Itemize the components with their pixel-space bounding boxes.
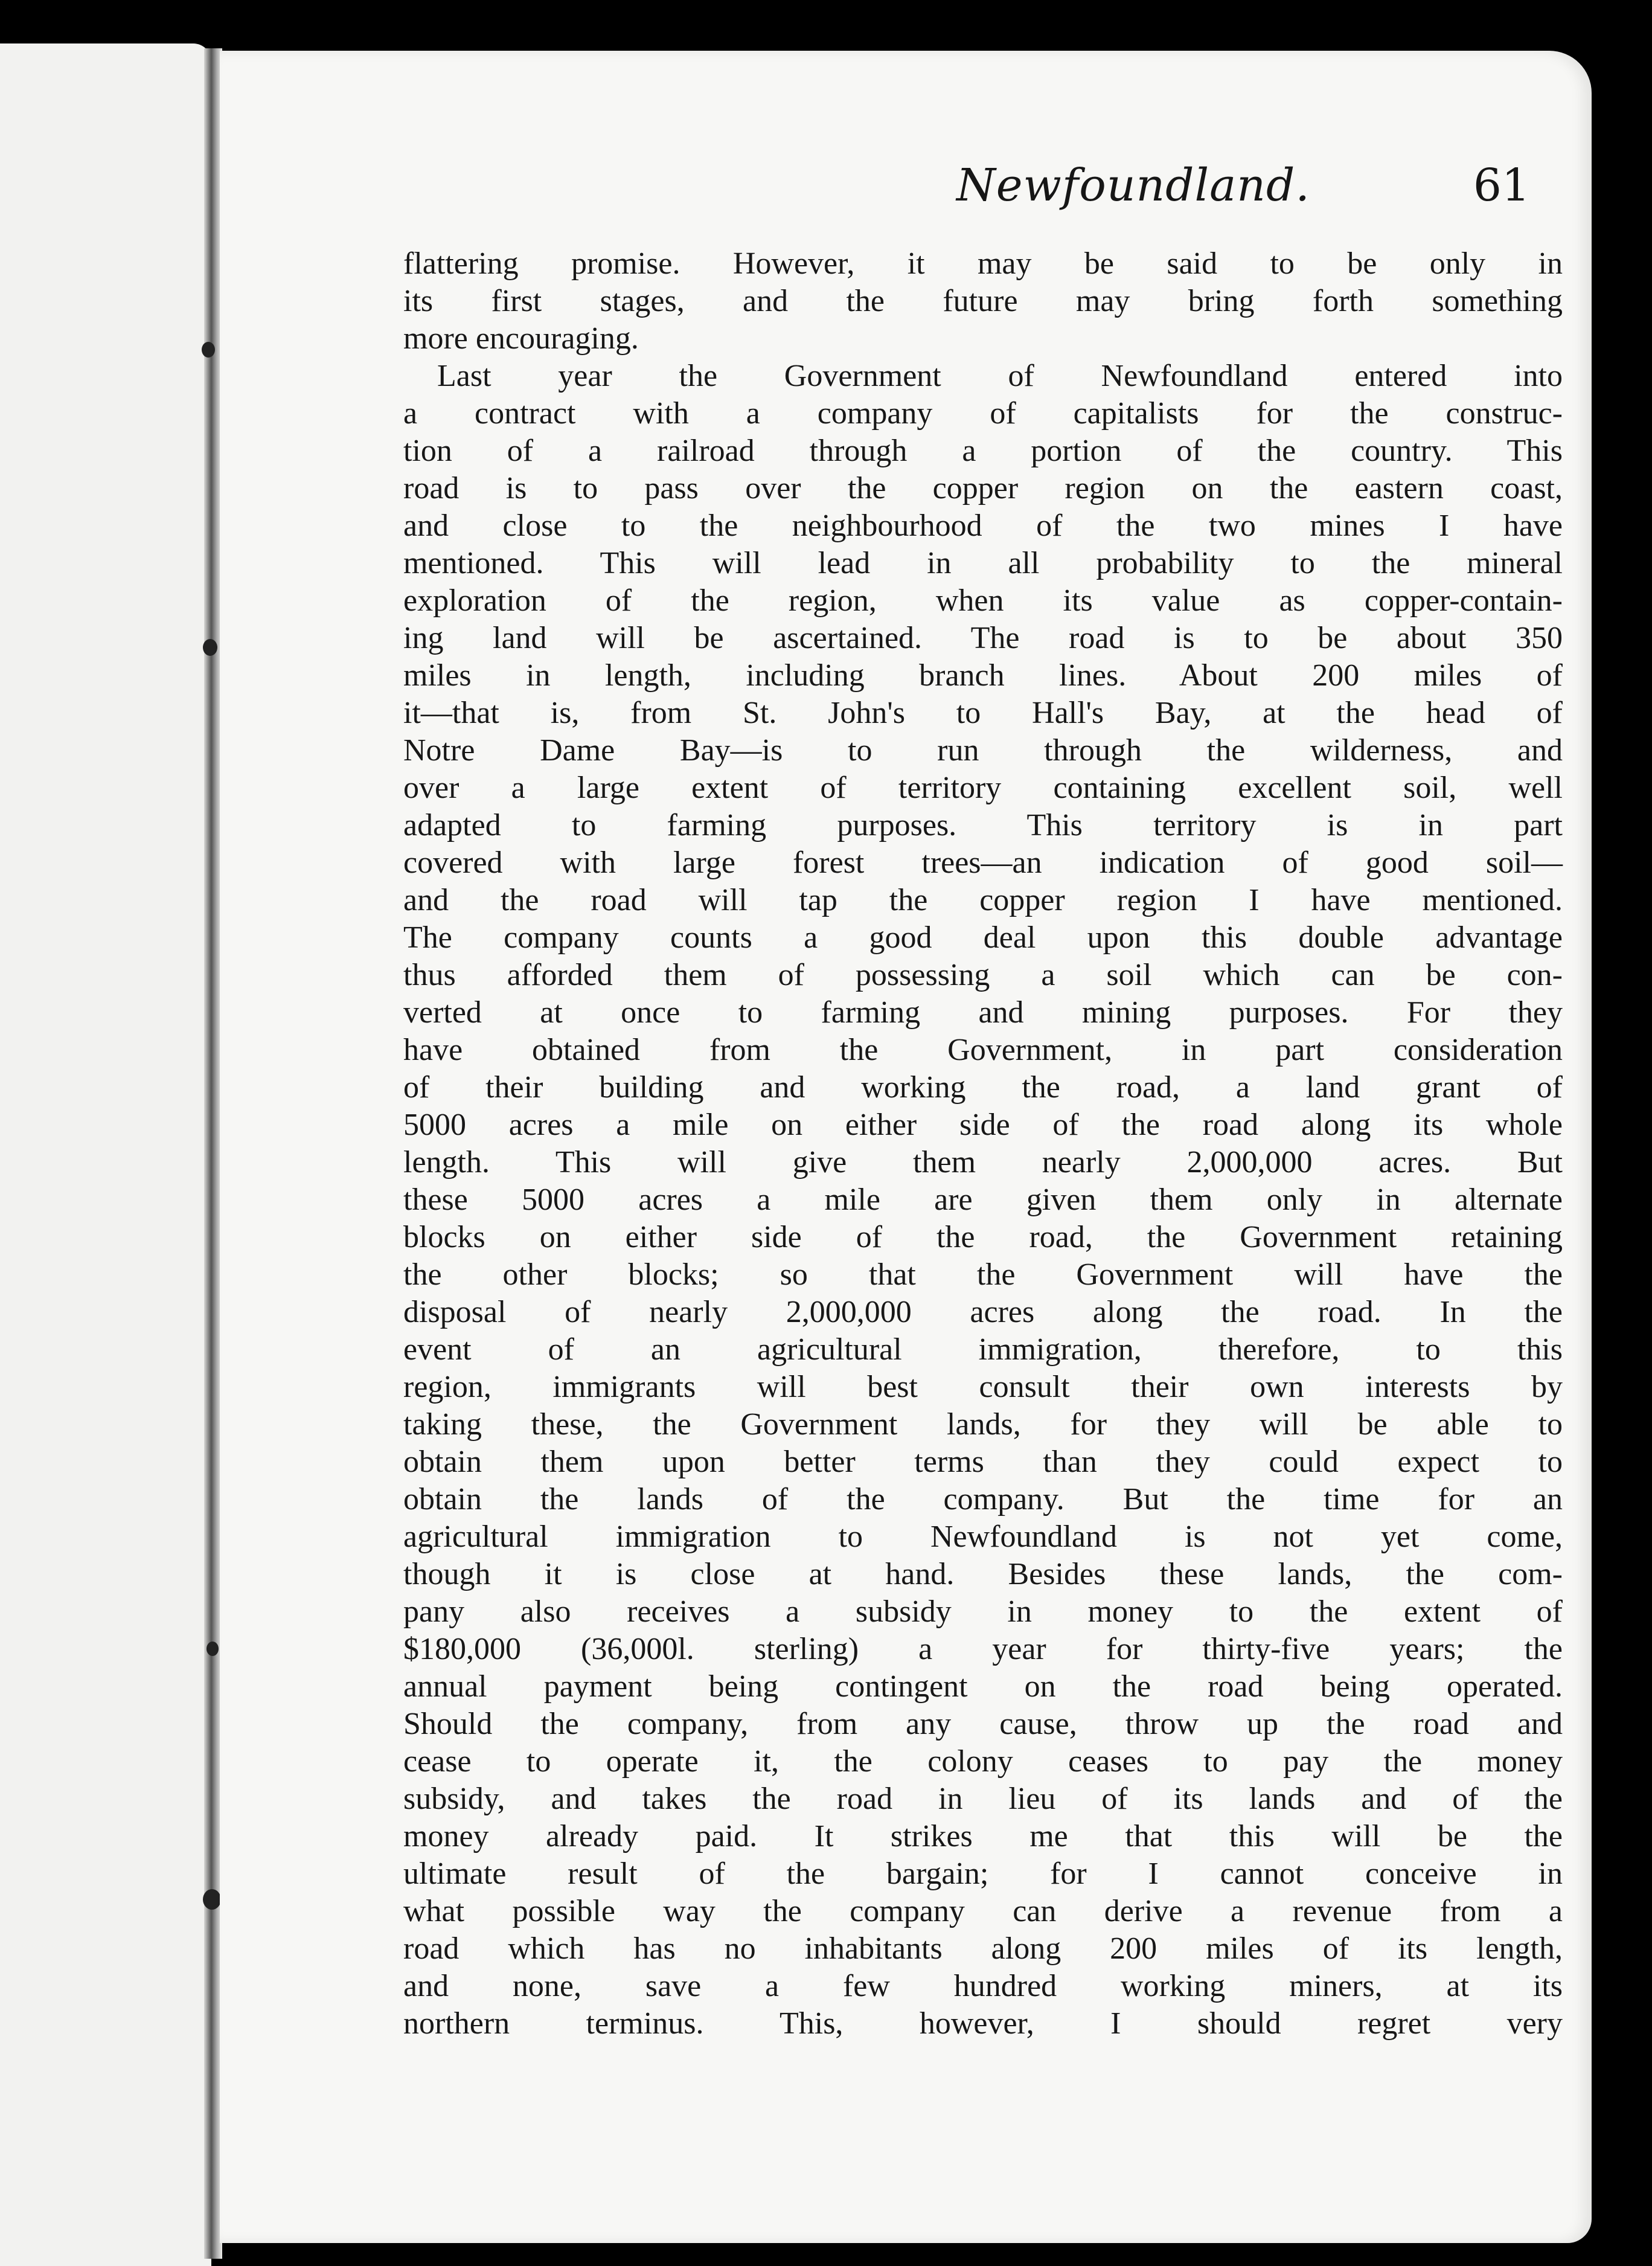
text-line: Should the company, from any cause, throw up the road and (403, 1707, 1563, 1741)
text-line: these 5000 acres a mile are given them only in alternate (403, 1183, 1563, 1217)
running-head (401, 159, 1536, 226)
text-line: agricultural immigration to Newfoundland is not yet come, (403, 1520, 1563, 1554)
margin-speck (203, 1889, 221, 1910)
text-line: length. This will give them nearly 2,000,000 acres. But (403, 1145, 1563, 1180)
text-line: flattering promise. However, it may be said to be only in (403, 246, 1563, 281)
margin-speck (202, 342, 215, 358)
text-line: a contract with a company of capitalists for the construc- (403, 396, 1563, 431)
text-line: it—that is, from St. John's to Hall's Bay, at the head of (403, 696, 1563, 730)
text-line: over a large extent of territory containing excellent soil, well (403, 771, 1563, 805)
text-line: road is to pass over the copper region on the eastern coast, (403, 471, 1563, 506)
text-line: 5000 acres a mile on either side of the road along its whole (403, 1108, 1563, 1142)
text-line: blocks on either side of the road, the Government retaining (403, 1220, 1563, 1254)
text-line: covered with large forest trees—an indication of good soil— (403, 846, 1563, 880)
text-line: Notre Dame Bay—is to run through the wilderness, and (403, 733, 1563, 768)
text-line: pany also receives a subsidy in money to the extent of (403, 1594, 1563, 1629)
text-line: money already paid. It strikes me that this will be the (403, 1819, 1563, 1854)
text-line: taking these, the Government lands, for they will be able to (403, 1407, 1563, 1442)
book-page (220, 51, 1592, 2243)
text-line: thus afforded them of possessing a soil which can be con- (403, 958, 1563, 992)
text-line: subsidy, and takes the road in lieu of its lands and of the (403, 1782, 1563, 1816)
text-line: region, immigrants will best consult their own interests by (403, 1370, 1563, 1404)
text-line: and the road will tap the copper region I have mentioned. (403, 883, 1563, 917)
body-text (403, 245, 1563, 2043)
text-line: though it is close at hand. Besides these lands, the com- (403, 1557, 1563, 1591)
text-line: miles in length, including branch lines. About 200 miles of (403, 658, 1563, 693)
text-line: obtain the lands of the company. But the time for an (403, 1482, 1563, 1517)
text-line: $180,000 (36,000l. sterling) a year for thirty-five years; the (403, 1632, 1563, 1666)
text-line: adapted to farming purposes. This territory is in part (403, 808, 1563, 843)
text-line: annual payment being contingent on the road being operated. (403, 1669, 1563, 1704)
page-number: 61 (1473, 159, 1530, 211)
previous-page-edge (0, 43, 211, 2266)
text-line: of their building and working the road, a land grant of (403, 1070, 1563, 1105)
text-line: have obtained from the Government, in part consideration (403, 1033, 1563, 1067)
text-line: obtain them upon better terms than they could expect to (403, 1445, 1563, 1479)
text-line: the other blocks; so that the Government will have the (403, 1257, 1563, 1292)
margin-speck (203, 639, 217, 656)
text-line: its first stages, and the future may bring forth something (403, 284, 1563, 318)
running-head-title: Newfoundland. (956, 159, 1310, 211)
text-line: The company counts a good deal upon this double advantage (403, 920, 1563, 955)
text-line: event of an agricultural immigration, therefore, to this (403, 1332, 1563, 1367)
text-line: more encouraging. (403, 321, 639, 356)
text-line: verted at once to farming and mining purposes. For they (403, 995, 1563, 1030)
text-line: what possible way the company can derive a revenue from a (403, 1894, 1563, 1928)
text-line: and close to the neighbourhood of the two mines I have (403, 509, 1563, 543)
text-line: mentioned. This will lead in all probability to the mineral (403, 546, 1563, 580)
text-line: cease to operate it, the colony ceases to pay the money (403, 1744, 1563, 1779)
text-line: road which has no inhabitants along 200 miles of its length, (403, 1931, 1563, 1966)
text-line: and none, save a few hundred working miners, at its (403, 1969, 1563, 2003)
text-line: tion of a railroad through a portion of the country. This (403, 434, 1563, 468)
text-line: northern terminus. This, however, I should regret very (403, 2006, 1563, 2041)
text-line: ing land will be ascertained. The road is to be about 350 (403, 621, 1563, 655)
margin-speck (206, 1642, 219, 1656)
text-line: exploration of the region, when its value as copper-contain- (403, 583, 1563, 618)
text-line: Last year the Government of Newfoundland entered into (437, 359, 1563, 393)
text-line: ultimate result of the bargain; for I cannot conceive in (403, 1857, 1563, 1891)
text-line: disposal of nearly 2,000,000 acres along the road. In the (403, 1295, 1563, 1329)
